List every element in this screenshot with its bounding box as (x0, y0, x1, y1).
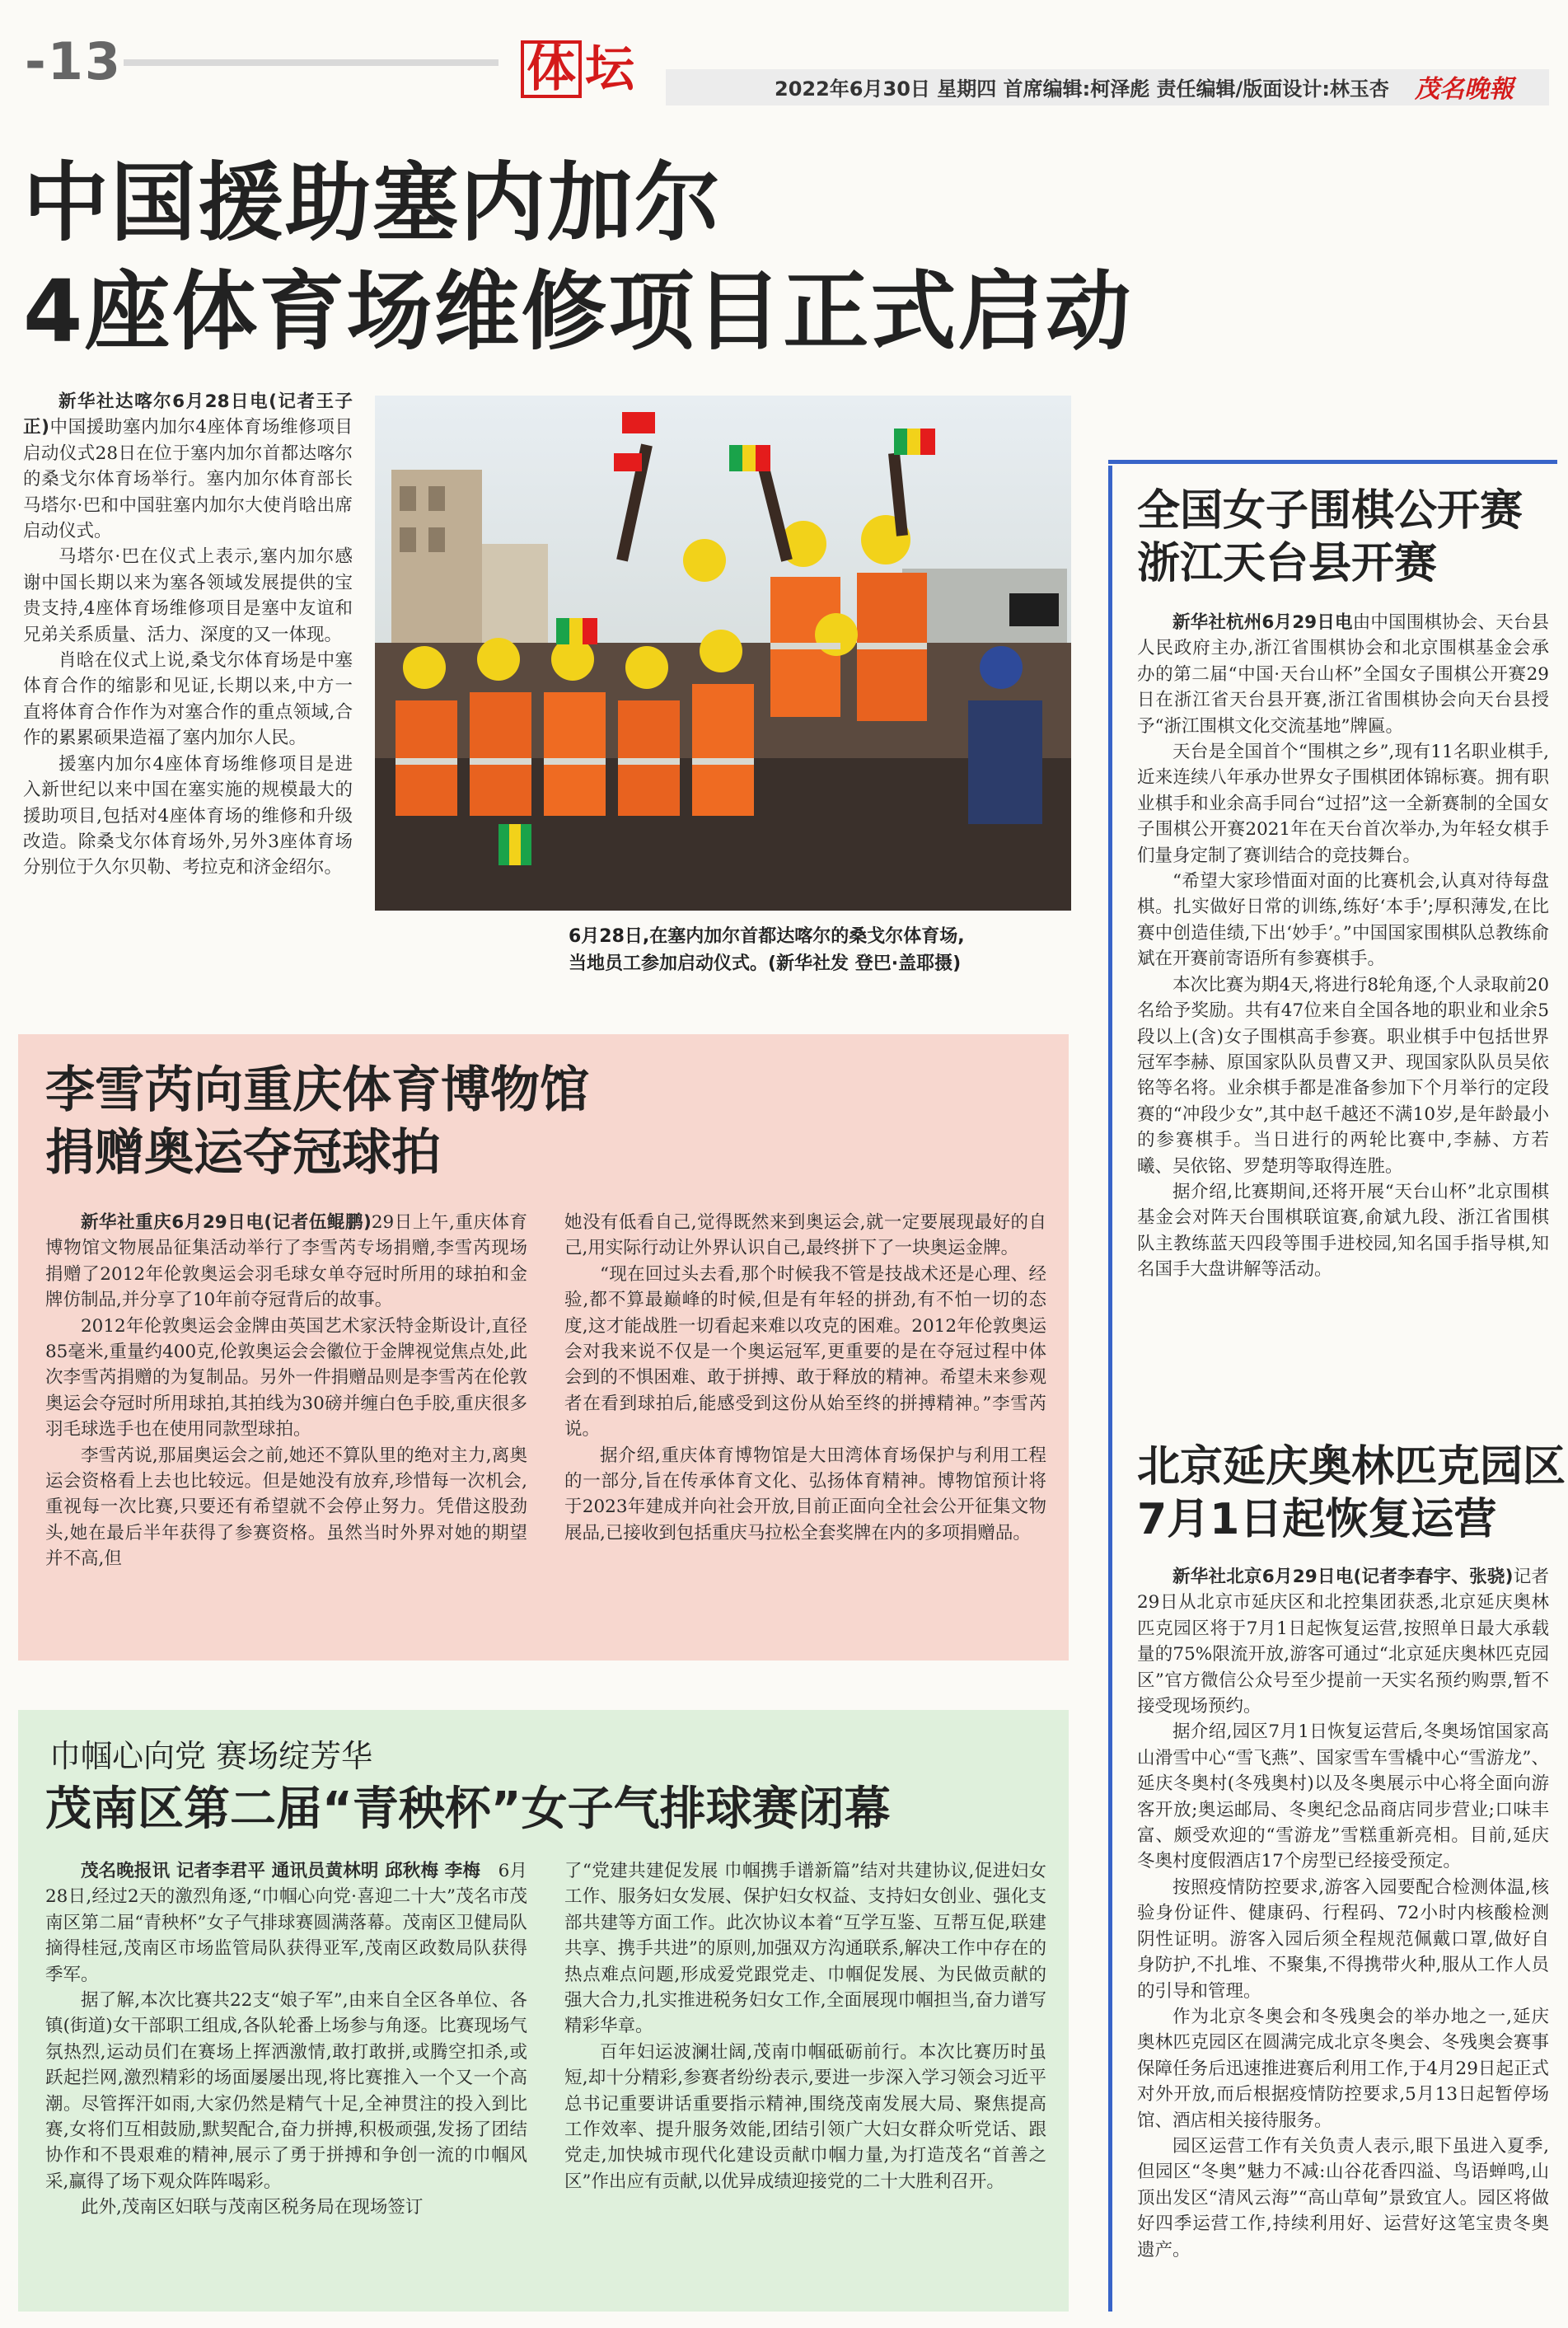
main-article-paragraph: 新华社达喀尔6月28日电(记者王子正)中国援助塞内加尔4座体育场维修项目启动仪式28日在位于塞内加尔首都达喀尔的桑戈尔体育场举行。塞内加尔体育部长马塔尔·巴和中国驻塞内加尔大使肖晗出席启动仪式。 (23, 391, 353, 542)
yanqing-paragraph: 按照疫情防控要求,游客入园要配合检测体温,核验身份证件、健康码、行程码、72小时内核酸检测阴性证明。游客入园后须全程规范佩戴口罩,做好自身防护,不扎堆、不聚集,不得携带火种,服从工作人员的引导和管理。 (1137, 1876, 1549, 2002)
main-article-paragraph: 马塔尔·巴在仪式上表示,塞内加尔感谢中国长期以来为塞各领域发展提供的宝贵支持,4座体育场维修项目是塞中友谊和兄弟关系质量、活力、深度的又一体现。 (23, 546, 353, 645)
pink-article-headline-line2: 捐赠奥运夺冠球拍 (45, 1124, 441, 1182)
yanqing-body (1137, 1564, 1549, 2263)
yanqing-paragraph: 据介绍,园区7月1日恢复运营后,冬奥场馆国家高山滑雪中心“雪飞燕”、国家雪车雪橇中心“雪游龙”、延庆冬奥村(冬残奥村)以及冬奥展示中心将全面向游客开放;奥运邮局、冬奥纪念品商店同步营业;口味丰富、颇受欢迎的“雪游龙”雪糕重新亮相。目前,延庆冬奥村度假酒店17个房型已经接受预定。 (1137, 1721, 1549, 1872)
photo-caption (569, 923, 1079, 977)
main-article-lead: 新华社达喀尔6月28日电(记者王子正) (23, 391, 353, 438)
pink-article-headline-line1: 李雪芮向重庆体育博物馆 (45, 1061, 589, 1119)
green-article-paragraph: 了“党建共建促发展 巾帼携手谱新篇”结对共建协议,促进妇女工作、服务妇女发展、保护妇女权益、支持妇女创业、强化支部共建等方面工作。此次协议本着“互学互鉴、互帮互促,联建共享、携手共进”的原则,加强双方沟通联系,解决工作中存在的热点难点问题,形成爱党跟党走、巾帼促发展、为民做贡献的强大合力,扎实推进税务妇女工作,全面展现巾帼担当,奋力谱写精彩华章。 (564, 1861, 1046, 2037)
go-tournament-paragraph: 天台是全国首个“围棋之乡”,现有11名职业棋手,近来连续八年承办世界女子围棋团体锦标赛。拥有职业棋手和业余高手同台“过招”这一全新赛制的全国女子围棋公开赛2021年在天台首次举办,为年轻女棋手们量身定制了赛训结合的竞技舞台。 (1137, 742, 1549, 866)
yanqing-paragraph: 新华社北京6月29日电(记者李春宇、张骁)记者29日从北京市延庆区和北控集团获悉,北京延庆奥林匹克园区将于7月1日起恢复运营,按照单日最大承载量的75%限流开放,游客可通过“北京延庆奥林匹克园区”官方微信公众号至少提前一天实名预约购票,暂不接受现场预约。 (1137, 1567, 1549, 1717)
section-title-box: 体 (521, 40, 582, 98)
yanqing-headline (1137, 1440, 1566, 1546)
pink-article-paragraph: 她没有低看自己,觉得既然来到奥运会,就一定要展现最好的自己,用实际行动让外界认识自己,最终拼下了一块奥运金牌。 (564, 1212, 1046, 1259)
green-article-kicker: 巾帼心向党 赛场绽芳华 (49, 1738, 373, 1774)
green-article-paragraph: 据了解,本次比赛共22支“娘子军”,由来自全区各单位、各镇(街道)女干部职工组成,各队轮番上场参与角逐。比赛现场气氛热烈,运动员们在赛场上挥洒激情,敢打敢拼,或腾空扣杀,或跃起拦网,激烈精彩的场面屡屡出现,将比赛推入一个又一个高潮。尽管挥汗如雨,大家仍然是精气十足,全神贯注的投入到比赛,女将们互相鼓励,默契配合,奋力拼搏,积极顽强,发扬了团结协作和不畏艰难的精神,展示了勇于拼搏和争创一流的巾帼风采,赢得了场下观众阵阵喝彩。 (45, 1990, 527, 2192)
main-article-paragraph: 肖晗在仪式上说,桑戈尔体育场是中塞体育合作的缩影和见证,长期以来,中方一直将体育合作作为对塞合作的重点领域,合作的累累硕果造福了塞内加尔人民。 (23, 650, 353, 749)
go-tournament-body (1137, 610, 1549, 1283)
photo-caption-line2: 当地员工参加启动仪式。(新华社发 登巴·盖耶摄) (569, 953, 962, 974)
green-article-paragraph: 茂名晚报讯 记者李君平 通讯员黄林明 邱秋梅 李梅 6月28日,经过2天的激烈角逐,“巾帼心向党·喜迎二十大”茂名市茂南区第二届“青秧杯”女子气排球赛圆满落幕。茂南区卫健局队摘得桂冠,茂南区市场监管局队获得亚军,茂南区政数局队获得季军。 (45, 1861, 527, 1985)
right-column-rule (1108, 466, 1112, 2312)
go-tournament-lead: 新华社杭州6月29日电 (1172, 612, 1353, 633)
green-article-lead: 茂名晚报讯 记者李君平 通讯员黄林明 邱秋梅 李梅 (81, 1861, 481, 1881)
issue-meta: 2022年6月30日 星期四 首席编辑:柯泽彪 责任编辑/版面设计:林玉杏 (775, 77, 1389, 101)
section-title-rest: 坛 (585, 40, 634, 98)
news-photo (375, 396, 1071, 911)
main-headline (23, 148, 1132, 366)
go-tournament-paragraph: 本次比赛为期4天,将进行8轮角逐,个人录取前20名给予奖励。共有47位来自全国各地的职业和业余5段以上(含)女子围棋高手参赛。职业棋手中包括世界冠军李赫、原国家队队员曹又尹、现国家队队员吴依铭等名将。业余棋手都是准备参加下个月举行的定段赛的“冲段少女”,其中赵千越还不满10岁,是年龄最小的参赛棋手。当日进行的两轮比赛中,李赫、方若曦、吴依铭、罗楚玥等取得连胜。 (1137, 974, 1549, 1177)
pink-article-col2 (564, 1210, 1046, 1546)
yanqing-paragraph: 园区运营工作有关负责人表示,眼下虽进入夏季,但园区“冬奥”魅力不减:山谷花香四溢、鸟语蝉鸣,山顶出发区“清风云海”“高山草甸”景致宜人。园区将做好四季运营工作,持续利用好、运营好这笔宝贵冬奥遗产。 (1137, 2135, 1549, 2260)
svg-text:茂名晚報: 茂名晚報 (1415, 75, 1514, 104)
pink-article-paragraph: 李雪芮说,那届奥运会之前,她还不算队里的绝对主力,离奥运会资格看上去也比较远。但是她没有放弃,珍惜每一次机会,重视每一次比赛,只要还有希望就不会停止努力。凭借这股劲头,她在最后半年获得了参赛资格。虽然当时外界对她的期望并不高,但 (45, 1445, 527, 1570)
yanqing-lead: 新华社北京6月29日电(记者李春宇、张骁) (1172, 1567, 1514, 1587)
go-tournament-paragraph: 新华社杭州6月29日电由中国围棋协会、天台县人民政府主办,浙江省围棋协会和北京围棋基金会承办的第二届“中国·天台山杯”全国女子围棋公开赛29日在浙江省天台县开赛,浙江省围棋协会向天台县授予“浙江围棋文化交流基地”牌匾。 (1137, 612, 1549, 737)
pink-article-paragraph: 据介绍,重庆体育博物馆是大田湾体育场保护与利用工程的一部分,旨在传承体育文化、弘扬体育精神。博物馆预计将于2023年建成并向社会开放,目前正面向全社会公开征集文物展品,已接收到包括重庆马拉松全套奖牌在内的多项捐赠品。 (564, 1445, 1046, 1543)
green-article-paragraph: 百年妇运波澜壮阔,茂南巾帼砥砺前行。本次比赛历时虽短,却十分精彩,参赛者纷纷表示,要进一步深入学习领会习近平总书记重要讲话重要指示精神,围绕茂南发展大局、聚焦提高工作效率、提升服务效能,团结引领广大妇女群众听党话、跟党走,加快城市现代化建设贡献巾帼力量,为打造茂名“首善之区”作出应有贡献,以优异成绩迎接党的二十大胜利召开。 (564, 2041, 1046, 2192)
masthead-logo (1398, 69, 1547, 105)
main-article-paragraph: 援塞内加尔4座体育场维修项目是进入新世纪以来中国在塞实施的规模最大的援助项目,包括对4座体育场的维修和升级改造。除桑戈尔体育场外,另外3座体育场分别位于久尔贝勒、考拉克和济金绍尔。 (23, 753, 353, 878)
go-tournament-paragraph: 据介绍,比赛期间,还将开展“天台山杯”北京围棋基金会对阵天台围棋联谊赛,俞斌九段、浙江省围棋队主教练蓝天四段等围手进校园,知名国手指导棋,知名国手大盘讲解等活动。 (1137, 1181, 1549, 1281)
photo-caption-line1: 6月28日,在塞内加尔首都达喀尔的桑戈尔体育场, (569, 926, 965, 947)
section-title (521, 30, 634, 101)
yanqing-headline-line1: 北京延庆奥林匹克园区 (1137, 1442, 1566, 1492)
green-article-col1 (45, 1858, 527, 2221)
pink-article-paragraph: 新华社重庆6月29日电(记者伍鲲鹏)29日上午,重庆体育博物馆文物展品征集活动举行了李雪芮专场捐赠,李雪芮现场捐赠了2012年伦敦奥运会羽毛球女单夺冠时所用的球拍和金牌仿制品,并分享了10年前夺冠背后的故事。 (45, 1212, 527, 1311)
main-article-body (23, 389, 353, 881)
main-headline-line2: 4座体育场维修项目正式启动 (23, 261, 1133, 362)
green-article-headline: 茂南区第二届“青秧杯”女子气排球赛闭幕 (45, 1782, 891, 1836)
right-column-top-rule (1108, 460, 1557, 464)
go-tournament-headline-line2: 浙江天台县开赛 (1137, 539, 1438, 588)
pink-article-paragraph: 2012年伦敦奥运会金牌由英国艺术家沃特金斯设计,直径85毫米,重量约400克,伦敦奥运会会徽位于金牌视觉焦点处,此次李雪芮捐赠的为复制品。另外一件捐赠品则是李雪芮在伦敦奥运会夺冠时所用球拍,其拍线为30磅并缠白色手胶,重庆很多羽毛球选手也在使用同款型球拍。 (45, 1315, 527, 1440)
pink-article-lead: 新华社重庆6月29日电(记者伍鲲鹏) (81, 1212, 372, 1233)
green-article-col2 (564, 1858, 1046, 2195)
pink-article-paragraph: “现在回过头去看,那个时候我不管是技战术还是心理、经验,都不算最巅峰的时候,但是有年轻的拼劲,有不怕一切的态度,这才能战胜一切看起来难以攻克的困难。2012年伦敦奥运会对我来说不仅是一个奥运冠军,更重要的是在夺冠过程中体会到的不惧困难、敢于拼搏、敢于释放的精神。希望未来参观者在看到球拍后,能感受到这份从始至终的拼搏精神。”李雪芮说。 (564, 1263, 1046, 1440)
main-headline-line1: 中国援助塞内加尔 (23, 152, 723, 253)
yanqing-headline-line2: 7月1日起恢复运营 (1137, 1495, 1497, 1544)
header-rule (124, 59, 498, 66)
go-tournament-paragraph: “希望大家珍惜面对面的比赛机会,认真对待每盘棋。扎实做好日常的训练,练好‘本手’;厚积薄发,在比赛中创造佳绩,下出‘妙手’。”中国国家围棋队总教练俞斌在开赛前寄语所有参赛棋手。 (1137, 871, 1549, 970)
go-tournament-headline (1137, 485, 1523, 590)
green-article-paragraph: 此外,茂南区妇联与茂南区税务局在现场签订 (81, 2197, 424, 2218)
yanqing-paragraph: 作为北京冬奥会和冬残奥会的举办地之一,延庆奥林匹克园区在圆满完成北京冬奥会、冬残奥会赛事保障任务后迅速推进赛后利用工作,于4月29日起正式对外开放,而后根据疫情防控要求,5月13日起暂停场馆、酒店相关接待服务。 (1137, 2006, 1549, 2131)
pink-article-col1 (45, 1210, 527, 1572)
page-number: -13 (25, 31, 123, 91)
go-tournament-headline-line1: 全国女子围棋公开赛 (1137, 486, 1524, 536)
pink-article-headline (45, 1059, 589, 1184)
